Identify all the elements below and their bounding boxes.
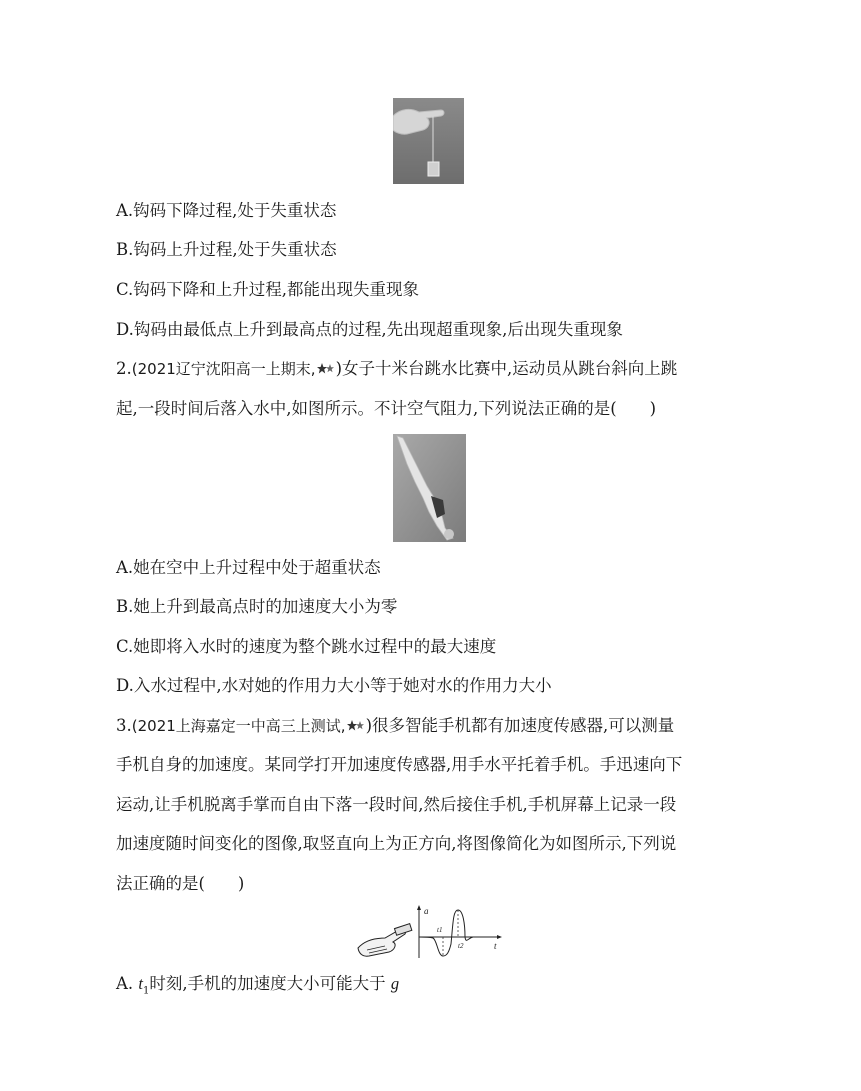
q3-stem-line-3: 运动,让手机脱离手掌而自由下落一段时间,然后接住手机,手机屏幕上记录一段 <box>116 795 677 814</box>
q3-option-a-text: 时刻,手机的加速度大小可能大于 <box>149 974 386 993</box>
q2-stem-line-2: 起,一段时间后落入水中,如图所示。不计空气阻力,下列说法正确的是( ) <box>116 399 657 418</box>
q3-option-a-g: g <box>390 974 400 993</box>
q2-option-d: D.入水过程中,水对她的作用力大小等于她对水的作用力大小 <box>116 676 552 695</box>
q3-source-open: (2021 <box>131 717 176 735</box>
q3-stem-line-2: 手机自身的加速度。某同学打开加速度传感器,用手水平托着手机。手迅速向下 <box>116 755 683 774</box>
q3-stem-line-1 <box>116 714 674 739</box>
q3-stem-line-4: 加速度随时间变化的图像,取竖直向上为正方向,将图像简化为如图所示,下列说 <box>116 834 677 853</box>
q1-option-b: B.钩码上升过程,处于失重状态 <box>116 240 337 259</box>
figure-phone-acceleration <box>355 904 505 964</box>
star-icon <box>317 358 335 382</box>
figure-hand-spring-weight <box>393 98 464 184</box>
q2-option-b: B.她上升到最高点时的加速度大小为零 <box>116 597 398 616</box>
q3-source: 上海嘉定一中高三上测试, <box>175 717 346 735</box>
q3-stem-line-5: 法正确的是( ) <box>116 874 245 893</box>
t1-label: t1 <box>437 926 443 934</box>
q3-option-a <box>116 972 399 1003</box>
y-axis-label: a <box>424 906 429 916</box>
x-axis-label: t <box>494 941 497 951</box>
q2-number: 2. <box>116 359 132 378</box>
t2-label: t2 <box>458 942 464 950</box>
q2-source: 辽宁沈阳高一上期末, <box>175 360 316 378</box>
q2-option-c: C.她即将入水时的速度为整个跳水过程中的最大速度 <box>116 637 497 656</box>
q2-source-close: ) <box>335 359 342 378</box>
q3-number: 3. <box>116 716 132 735</box>
q3-option-a-prefix: A. <box>116 974 134 993</box>
q3-stem-1: 很多智能手机都有加速度传感器,可以测量 <box>372 716 675 735</box>
q3-option-a-sub: 1 <box>143 985 150 997</box>
star-icon <box>347 715 365 739</box>
q1-option-c: C.钩码下降和上升过程,都能出现失重现象 <box>116 280 420 299</box>
q2-option-a: A.她在空中上升过程中处于超重状态 <box>116 558 381 577</box>
figure-diver <box>393 434 466 542</box>
hand-phone-icon <box>358 924 412 957</box>
q1-option-d: D.钩码由最低点上升到最高点的过程,先出现超重现象,后出现失重现象 <box>116 320 623 339</box>
acceleration-graph-svg <box>355 904 505 964</box>
q2-stem-1: 女子十米台跳水比赛中,运动员从跳台斜向上跳 <box>342 359 678 378</box>
q2-source-open: (2021 <box>131 360 176 378</box>
q3-option-a-var: t <box>138 974 144 993</box>
q2-stem-line-1 <box>116 357 677 382</box>
q1-option-a: A.钩码下降过程,处于失重状态 <box>116 201 337 220</box>
q3-source-close: ) <box>365 716 372 735</box>
